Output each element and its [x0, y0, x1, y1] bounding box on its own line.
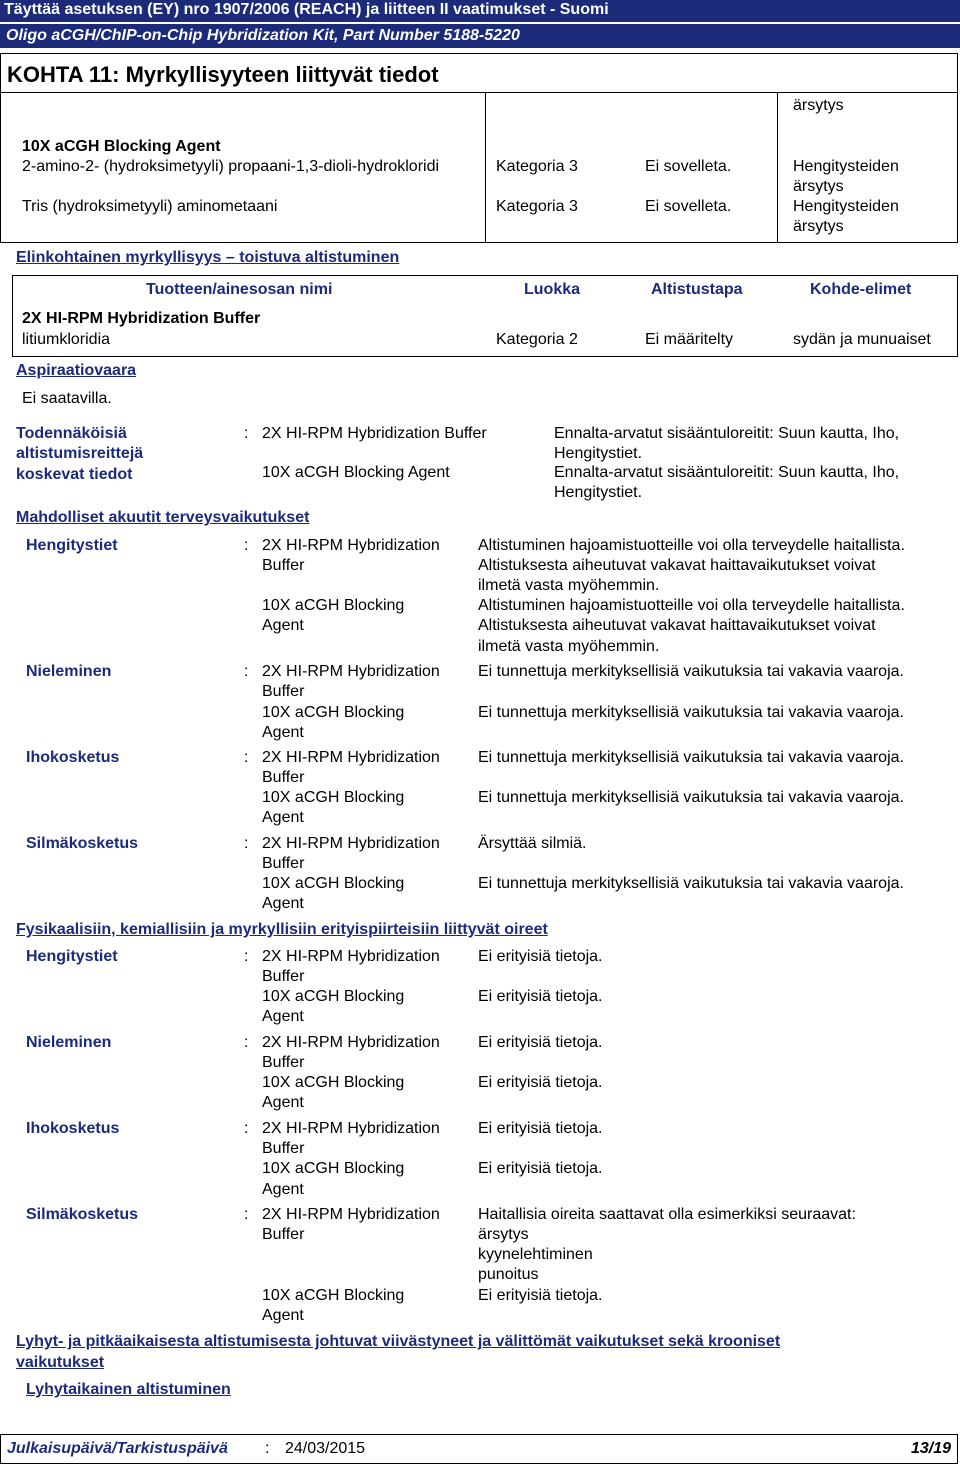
table1-row2-organ: Hengitysteiden: [793, 198, 899, 215]
symptoms-ingestion-agent-text: Ei erityisiä tietoja.: [478, 1074, 603, 1091]
aspiration-heading: Aspiraatiovaara: [16, 362, 137, 379]
acute-skin-buffer-name-cont: Buffer: [262, 769, 305, 786]
section-title: KOHTA 11: Myrkyllisyyteen liittyvät tiedot: [7, 62, 439, 87]
table2-header-route: Altistustapa: [651, 281, 743, 298]
table2-header-name: Tuotteen/ainesosan nimi: [146, 281, 333, 298]
symptoms-eye-colon: :: [244, 1206, 249, 1223]
page-number: 13/19: [910, 1440, 951, 1457]
acute-inhalation-agent-text: ilmetä vasta myöhemmin.: [478, 638, 660, 655]
acute-inhalation-colon: :: [244, 537, 249, 554]
acute-eye-agent-text: Ei tunnettuja merkityksellisiä vaikutuksia tai vakavia vaaroja.: [478, 875, 904, 892]
routes-agent-text: Ennalta-arvatut sisääntuloreitit: Suun kautta, Iho,: [554, 464, 900, 481]
symptoms-skin-agent-text: Ei erityisiä tietoja.: [478, 1160, 603, 1177]
routes-colon: :: [244, 425, 249, 442]
short-term-exposure-heading: Lyhytaikainen altistuminen: [26, 1381, 231, 1398]
document-regulation-header: Täyttää asetuksen (EY) nro 1907/2006 (REACH) ja liitteen II vaatimukset - Suomi: [0, 0, 960, 22]
acute-eye-buffer-name: 2X HI-RPM Hybridization: [262, 835, 440, 852]
routes-label-line3: koskevat tiedot: [16, 466, 133, 483]
table2-row-name: litiumkloridia: [22, 331, 111, 348]
issue-date-value: 24/03/2015: [285, 1440, 366, 1457]
symptoms-inhalation-buffer-name: 2X HI-RPM Hybridization: [262, 948, 440, 965]
table1-row1-organ: Hengitysteiden: [793, 158, 899, 175]
acute-ingestion-buffer-text: Ei tunnettuja merkityksellisiä vaikutuksia tai vakavia vaaroja.: [478, 663, 904, 680]
symptoms-inhalation-label: Hengitystiet: [26, 948, 118, 965]
table2-header-category: Luokka: [524, 281, 581, 298]
table2-row-organs: sydän ja munuaiset: [793, 331, 931, 348]
acute-inhalation-buffer-name: 2X HI-RPM Hybridization: [262, 537, 440, 554]
symptoms-eye-buffer-name: 2X HI-RPM Hybridization: [262, 1206, 440, 1223]
symptoms-skin-colon: :: [244, 1120, 249, 1137]
routes-buffer-text: Ennalta-arvatut sisääntuloreitit: Suun kautta, Iho,: [554, 425, 900, 442]
table1-row2-name: Tris (hydroksimetyyli) aminometaani: [22, 198, 278, 215]
acute-effects-heading: Mahdolliset akuutit terveysvaikutukset: [16, 509, 310, 526]
acute-ingestion-buffer-name-cont: Buffer: [262, 683, 305, 700]
delayed-effects-heading: Lyhyt- ja pitkäaikaisesta altistumisesta johtuvat viivästyneet ja välittömät vaikutukset sekä krooniset: [16, 1333, 781, 1350]
acute-eye-colon: :: [244, 835, 249, 852]
issue-date-label: Julkaisupäivä/Tarkistuspäivä: [7, 1440, 228, 1457]
acute-ingestion-label: Nieleminen: [26, 663, 112, 680]
routes-product-buffer: 2X HI-RPM Hybridization Buffer: [262, 425, 487, 442]
acute-ingestion-agent-text: Ei tunnettuja merkityksellisiä vaikutuksia tai vakavia vaaroja.: [478, 704, 904, 721]
routes-label-line2: altistumisreittejä: [16, 445, 144, 462]
symptoms-skin-buffer-text: Ei erityisiä tietoja.: [478, 1120, 603, 1137]
acute-skin-agent-name: 10X aCGH Blocking: [262, 789, 405, 806]
acute-inhalation-agent-text: Altistuminen hajoamistuotteille voi olla terveydelle haitallista.: [478, 597, 905, 614]
symptoms-inhalation-buffer-text: Ei erityisiä tietoja.: [478, 948, 603, 965]
acute-eye-label: Silmäkosketus: [26, 835, 139, 852]
symptoms-eye-buffer-text: ärsytys: [478, 1226, 529, 1243]
table2-row-route: Ei määritelty: [645, 331, 734, 348]
acute-ingestion-agent-name-cont: Agent: [262, 724, 304, 741]
symptoms-ingestion-label: Nieleminen: [26, 1034, 112, 1051]
table2-row-category: Kategoria 2: [496, 331, 578, 348]
symptoms-ingestion-agent-name: 10X aCGH Blocking: [262, 1074, 405, 1091]
acute-skin-buffer-text: Ei tunnettuja merkityksellisiä vaikutuksia tai vakavia vaaroja.: [478, 749, 904, 766]
routes-agent-text-cont: Hengitystiet.: [554, 484, 643, 501]
table1-col-divider: [777, 93, 778, 243]
routes-buffer-text-cont: Hengitystiet.: [554, 445, 643, 462]
acute-inhalation-agent-text: Altistuksesta aiheutuvat vakavat haittavaikutukset voivat: [478, 617, 876, 634]
symptoms-ingestion-buffer-text: Ei erityisiä tietoja.: [478, 1034, 603, 1051]
table2-header-organs: Kohde-elimet: [810, 281, 912, 298]
symptoms-ingestion-agent-name-cont: Agent: [262, 1094, 304, 1111]
symptoms-skin-agent-name: 10X aCGH Blocking: [262, 1160, 405, 1177]
aspiration-text: Ei saatavilla.: [22, 390, 112, 407]
acute-ingestion-colon: :: [244, 663, 249, 680]
stot-repeated-heading: Elinkohtainen myrkyllisyys – toistuva altistuminen: [16, 249, 400, 266]
symptoms-inhalation-buffer-name-cont: Buffer: [262, 968, 305, 985]
acute-inhalation-agent-name-cont: Agent: [262, 617, 304, 634]
acute-skin-agent-text: Ei tunnettuja merkityksellisiä vaikutuksia tai vakavia vaaroja.: [478, 789, 904, 806]
symptoms-eye-buffer-text: kyynelehtiminen: [478, 1246, 593, 1263]
acute-eye-buffer-text: Ärsyttää silmiä.: [478, 835, 587, 852]
symptoms-eye-buffer-text: Haitallisia oireita saattavat olla esimerkiksi seuraavat:: [478, 1206, 856, 1223]
symptoms-heading: Fysikaalisiin, kemiallisiin ja myrkyllisiin erityispiirteisiin liittyvät oireet: [16, 921, 548, 938]
table1-top-cell: ärsytys: [793, 97, 844, 114]
acute-skin-buffer-name: 2X HI-RPM Hybridization: [262, 749, 440, 766]
table1-col-divider: [485, 93, 486, 243]
acute-skin-agent-name-cont: Agent: [262, 809, 304, 826]
symptoms-skin-buffer-name: 2X HI-RPM Hybridization: [262, 1120, 440, 1137]
acute-inhalation-buffer-text: Altistuksesta aiheutuvat vakavat haittavaikutukset voivat: [478, 557, 876, 574]
symptoms-eye-buffer-name-cont: Buffer: [262, 1226, 305, 1243]
acute-inhalation-buffer-text: Altistuminen hajoamistuotteille voi olla terveydelle haitallista.: [478, 537, 905, 554]
table1-row1-name: 2-amino-2- (hydroksimetyyli) propaani-1,3-dioli-hydrokloridi: [22, 158, 440, 175]
table1-row1-organ-cont: ärsytys: [793, 178, 844, 195]
footer-colon: :: [265, 1440, 270, 1457]
symptoms-ingestion-colon: :: [244, 1034, 249, 1051]
symptoms-eye-agent-name: 10X aCGH Blocking: [262, 1287, 405, 1304]
section-title-box: [0, 53, 958, 93]
acute-ingestion-buffer-name: 2X HI-RPM Hybridization: [262, 663, 440, 680]
routes-product-agent: 10X aCGH Blocking Agent: [262, 464, 450, 481]
symptoms-inhalation-agent-name-cont: Agent: [262, 1008, 304, 1025]
symptoms-eye-buffer-text: punoitus: [478, 1266, 539, 1283]
symptoms-inhalation-colon: :: [244, 948, 249, 965]
symptoms-ingestion-buffer-name-cont: Buffer: [262, 1054, 305, 1071]
delayed-effects-heading-cont: vaikutukset: [16, 1354, 105, 1371]
table2-group-name: 2X HI-RPM Hybridization Buffer: [22, 310, 261, 327]
symptoms-eye-agent-name-cont: Agent: [262, 1307, 304, 1324]
acute-inhalation-buffer-name-cont: Buffer: [262, 557, 305, 574]
table1-row1-category: Kategoria 3: [496, 158, 578, 175]
acute-eye-agent-name: 10X aCGH Blocking: [262, 875, 405, 892]
symptoms-skin-buffer-name-cont: Buffer: [262, 1140, 305, 1157]
table1-row2-organ-cont: ärsytys: [793, 218, 844, 235]
acute-inhalation-buffer-text: ilmetä vasta myöhemmin.: [478, 577, 660, 594]
acute-inhalation-agent-name: 10X aCGH Blocking: [262, 597, 405, 614]
acute-skin-label: Ihokosketus: [26, 749, 120, 766]
acute-eye-buffer-name-cont: Buffer: [262, 855, 305, 872]
symptoms-inhalation-agent-name: 10X aCGH Blocking: [262, 988, 405, 1005]
symptoms-skin-agent-name-cont: Agent: [262, 1181, 304, 1198]
acute-inhalation-label: Hengitystiet: [26, 537, 118, 554]
acute-ingestion-agent-name: 10X aCGH Blocking: [262, 704, 405, 721]
symptoms-ingestion-buffer-name: 2X HI-RPM Hybridization: [262, 1034, 440, 1051]
table1-row1-route: Ei sovelleta.: [645, 158, 732, 175]
symptoms-eye-label: Silmäkosketus: [26, 1206, 139, 1223]
acute-skin-colon: :: [244, 749, 249, 766]
table1-group-name: 10X aCGH Blocking Agent: [22, 138, 221, 155]
symptoms-eye-agent-text: Ei erityisiä tietoja.: [478, 1287, 603, 1304]
routes-label-line1: Todennäköisiä: [16, 425, 127, 442]
symptoms-inhalation-agent-text: Ei erityisiä tietoja.: [478, 988, 603, 1005]
acute-eye-agent-name-cont: Agent: [262, 895, 304, 912]
product-name-header: Oligo aCGH/ChIP-on-Chip Hybridization Kit, Part Number 5188-5220: [0, 24, 960, 48]
table1-row2-category: Kategoria 3: [496, 198, 578, 215]
symptoms-skin-label: Ihokosketus: [26, 1120, 120, 1137]
table1-row2-route: Ei sovelleta.: [645, 198, 732, 215]
page-footer: [0, 1434, 958, 1464]
